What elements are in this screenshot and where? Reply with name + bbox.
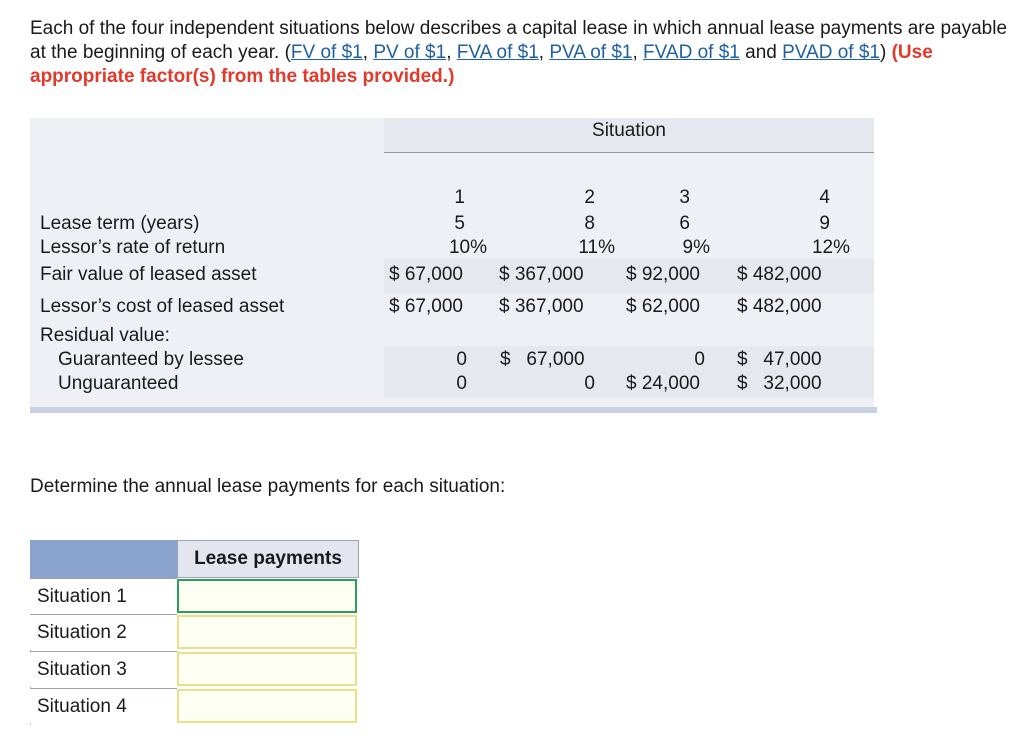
link-fvad[interactable]: FVAD of $1: [643, 42, 740, 63]
cost-1: $ 67,000: [389, 296, 463, 317]
unguaranteed-4: $ 32,000: [737, 373, 822, 394]
row-label-fair-value: Fair value of leased asset: [40, 264, 257, 285]
rate-3: 9%: [682, 237, 710, 258]
unguaranteed-1: 0: [456, 373, 467, 394]
row-label-lease-term: Lease term (years): [40, 213, 200, 234]
link-pva[interactable]: PVA of $1: [549, 42, 633, 63]
fair-value-1: $ 67,000: [389, 264, 463, 285]
fair-value-4: $ 482,000: [737, 264, 822, 285]
lease-term-2: 8: [584, 213, 595, 234]
situation-4-input[interactable]: [177, 689, 357, 723]
situation-number: 1: [454, 187, 465, 208]
unguaranteed-2: 0: [584, 373, 595, 394]
instructions: Each of the four independent situations below describes a capital lease in which annual lease payments are payable at the beginning of each year. (FV of $1, PV of $1, FVA of $1, PVA of $1, FVAD of $1 and PVAD of $1) (Use appropriate factor(s) from the tables provided.): [30, 18, 1008, 87]
row-label-unguaranteed: Unguaranteed: [58, 373, 179, 394]
row-label-rate: Lessor’s rate of return: [40, 237, 226, 258]
fair-value-3: $ 92,000: [626, 264, 700, 285]
rate-4: 12%: [811, 237, 850, 258]
cost-2: $ 367,000: [499, 296, 584, 317]
guaranteed-2: $ 67,000: [500, 349, 585, 370]
cost-4: $ 482,000: [737, 296, 822, 317]
link-pvad[interactable]: PVAD of $1: [782, 42, 880, 63]
situation-1-input[interactable]: [177, 579, 357, 613]
situation-number: 4: [819, 187, 830, 208]
row-label-cost: Lessor’s cost of leased asset: [40, 296, 285, 317]
guaranteed-4: $ 47,000: [737, 349, 822, 370]
row-label-residual: Residual value:: [40, 325, 170, 346]
question-prompt: Determine the annual lease payments for each situation:: [30, 476, 506, 497]
lease-term-4: 9: [819, 213, 830, 234]
lease-payments-header: Lease payments: [177, 540, 359, 578]
link-fva[interactable]: FVA of $1: [456, 42, 539, 63]
guaranteed-3: 0: [694, 349, 705, 370]
link-pv[interactable]: PV of $1: [373, 42, 447, 63]
situation-2-input[interactable]: [177, 615, 357, 649]
rate-2: 11%: [578, 237, 615, 258]
link-fv[interactable]: FV of $1: [290, 42, 363, 63]
situation-1-label: Situation 1: [30, 578, 177, 614]
warning-text: (Use appropriate factor(s) from the tables provided.): [30, 42, 933, 87]
lease-term-1: 5: [454, 213, 465, 234]
cost-3: $ 62,000: [626, 296, 700, 317]
guaranteed-1: 0: [456, 349, 467, 370]
fair-value-2: $ 367,000: [499, 264, 584, 285]
situation-3-label: Situation 3: [30, 651, 177, 687]
situation-3-input[interactable]: [177, 652, 357, 686]
situation-4-label: Situation 4: [30, 688, 177, 724]
situation-2-label: Situation 2: [30, 614, 177, 650]
situation-header: Situation: [384, 118, 874, 153]
rate-1: 10%: [448, 237, 487, 258]
lease-term-3: 6: [679, 213, 690, 234]
situation-number: 2: [584, 187, 595, 208]
table-bottom-border: [30, 407, 877, 413]
situation-number: 3: [679, 187, 690, 208]
row-label-guaranteed: Guaranteed by lessee: [58, 349, 244, 370]
answer-table-corner: [30, 540, 177, 578]
unguaranteed-3: $ 24,000: [626, 373, 700, 394]
